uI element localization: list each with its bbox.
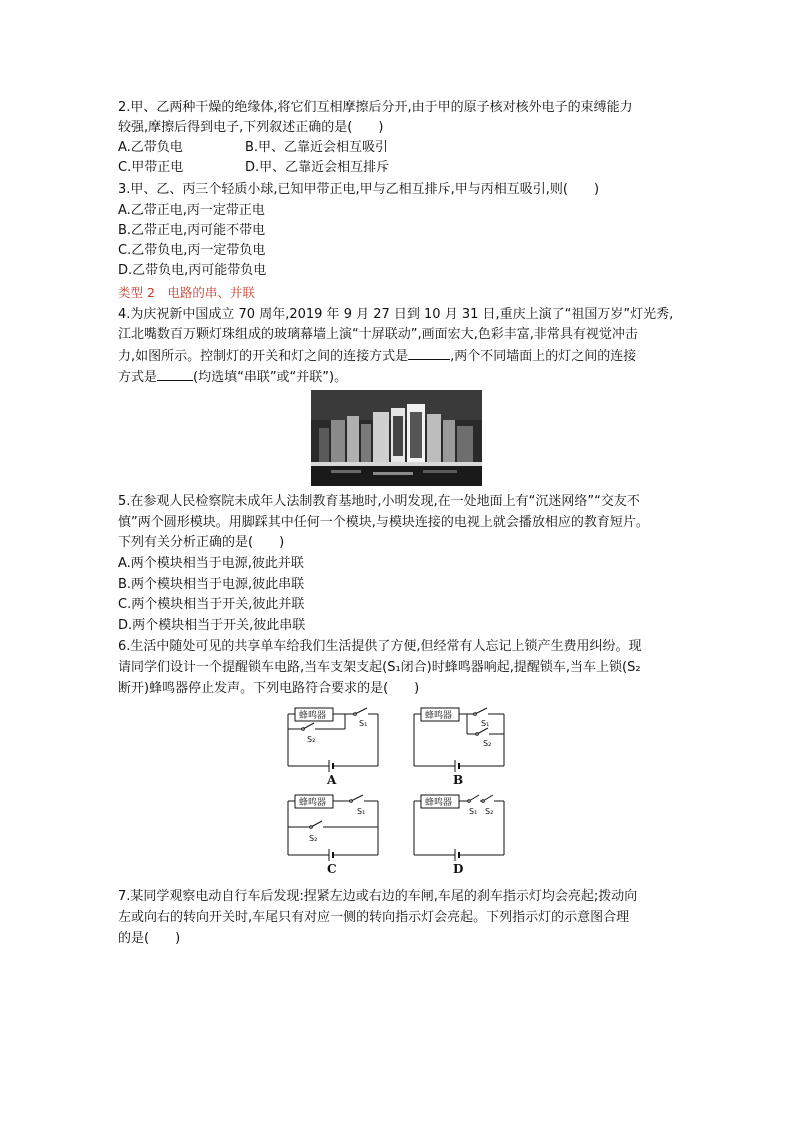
q4-line4 [118, 367, 347, 388]
q4-line4-text-b: (均选填“串联”或“并联”)。 [193, 370, 348, 385]
q2-stem-line2: 较强,摩擦后得到电子,下列叙述正确的是( ) [118, 120, 384, 135]
q3-stem: 3.甲、乙、丙三个轻质小球,已知甲带正电,甲与乙相互排斥,甲与丙相互吸引,则( ) [118, 182, 600, 197]
q2-option-c[interactable]: C.甲带正电 [118, 160, 184, 175]
buzzer-label: 蜂鸣器 [299, 711, 327, 721]
q2-option-b[interactable]: B.甲、乙靠近会相互吸引 [245, 140, 389, 155]
switch-s1-label: S₁ [481, 719, 490, 728]
circuit-label-c: C [327, 862, 337, 876]
q2-options-row2 [118, 158, 389, 178]
switch-s2-label: S₂ [307, 735, 316, 744]
circuit-option-d[interactable] [409, 791, 509, 877]
q5-line3: 下列有关分析正确的是( ) [118, 535, 285, 550]
q6-line1: 6.生活中随处可见的共享单车给我们生活提供了方便,但经常有人忘记上锁产生费用纠纷。现 [118, 639, 642, 654]
switch-s1-label: S₁ [357, 807, 366, 816]
q4-line3 [118, 346, 636, 367]
q3-option-d[interactable]: D.乙带负电,丙可能带负电 [118, 263, 267, 278]
city-skyline-image [311, 390, 482, 486]
buzzer-label: 蜂鸣器 [425, 798, 453, 808]
q7-line3: 的是( ) [118, 931, 181, 946]
circuit-option-c[interactable] [283, 791, 383, 877]
q5-option-a[interactable]: A.两个模块相当于电源,彼此并联 [118, 556, 304, 571]
buzzer-label: 蜂鸣器 [425, 711, 453, 721]
q4-line3-text-b: ,两个不同墙面上的灯之间的连接 [450, 349, 637, 364]
q4-answer-blank-1[interactable] [408, 346, 450, 360]
buzzer-label: 蜂鸣器 [299, 798, 327, 808]
q7-line2: 左或向右的转向开关时,车尾只有对应一侧的转向指示灯会亮起。下列指示灯的示意图合理 [118, 910, 630, 925]
q6-line3: 断开)蜂鸣器停止发声。下列电路符合要求的是( ) [118, 681, 420, 696]
q4-line2: 江北嘴数百万颗灯珠组成的玻璃幕墙上演“十屏联动”,画面宏大,色彩丰富,非常具有视觉冲击 [118, 327, 638, 342]
switch-s2-label: S₂ [483, 739, 492, 748]
circuit-label-b: B [453, 773, 464, 787]
q5-option-b[interactable]: B.两个模块相当于电源,彼此串联 [118, 577, 305, 592]
light-show-photo [311, 390, 482, 486]
switch-s2-label: S₂ [485, 807, 494, 816]
q5-line1: 5.在参观人民检察院未成年人法制教育基地时,小明发现,在一处地面上有“沉迷网络”“交友不 [118, 494, 640, 509]
q2-stem-line1: 2.甲、乙两种干燥的绝缘体,将它们互相摩擦后分开,由于甲的原子核对核外电子的束缚能力 [118, 100, 633, 115]
q6-line2: 请同学们设计一个提醒锁车电路,当车支架支起(S₁闭合)时蜂鸣器响起,提醒锁车,当车上锁(S₂ [118, 660, 641, 675]
circuit-option-b[interactable] [409, 704, 509, 788]
q3-option-c[interactable]: C.乙带负电,丙一定带负电 [118, 243, 266, 258]
circuit-label-d: D [453, 862, 464, 876]
switch-s1-label: S₁ [359, 719, 368, 728]
q3-option-b[interactable]: B.乙带正电,丙可能不带电 [118, 223, 266, 238]
switch-s2-label: S₂ [309, 834, 318, 843]
q2-option-a[interactable]: A.乙带负电 [118, 140, 183, 155]
q5-option-d[interactable]: D.两个模块相当于开关,彼此串联 [118, 618, 306, 633]
q4-answer-blank-2[interactable] [157, 367, 193, 381]
q7-line1: 7.某同学观察电动自行车后发现:捏紧左边或右边的车闸,车尾的刹车指示灯均会亮起;拨动向 [118, 889, 638, 904]
q2-option-d[interactable]: D.甲、乙靠近会相互排斥 [245, 160, 390, 175]
circuit-option-a[interactable] [283, 704, 383, 788]
q5-line2: 慎”两个圆形模块。用脚踩其中任何一个模块,与模块连接的电视上就会播放相应的教育短片。 [118, 515, 649, 530]
switch-s1-label: S₁ [469, 807, 478, 816]
q3-option-a[interactable]: A.乙带正电,丙一定带正电 [118, 203, 265, 218]
section-heading: 类型 2 电路的串、并联 [118, 285, 255, 300]
circuit-label-a: A [327, 773, 337, 787]
q4-line1: 4.为庆祝新中国成立 70 周年,2019 年 9 月 27 日到 10 月 31 日,重庆上演了“祖国万岁”灯光秀, [118, 307, 674, 322]
q4-line4-text-a: 方式是 [118, 370, 158, 385]
q5-option-c[interactable]: C.两个模块相当于开关,彼此并联 [118, 597, 305, 612]
q2-options-row1 [118, 138, 388, 158]
q4-line3-text-a: 力,如图所示。控制灯的开关和灯之间的连接方式是 [118, 349, 409, 364]
